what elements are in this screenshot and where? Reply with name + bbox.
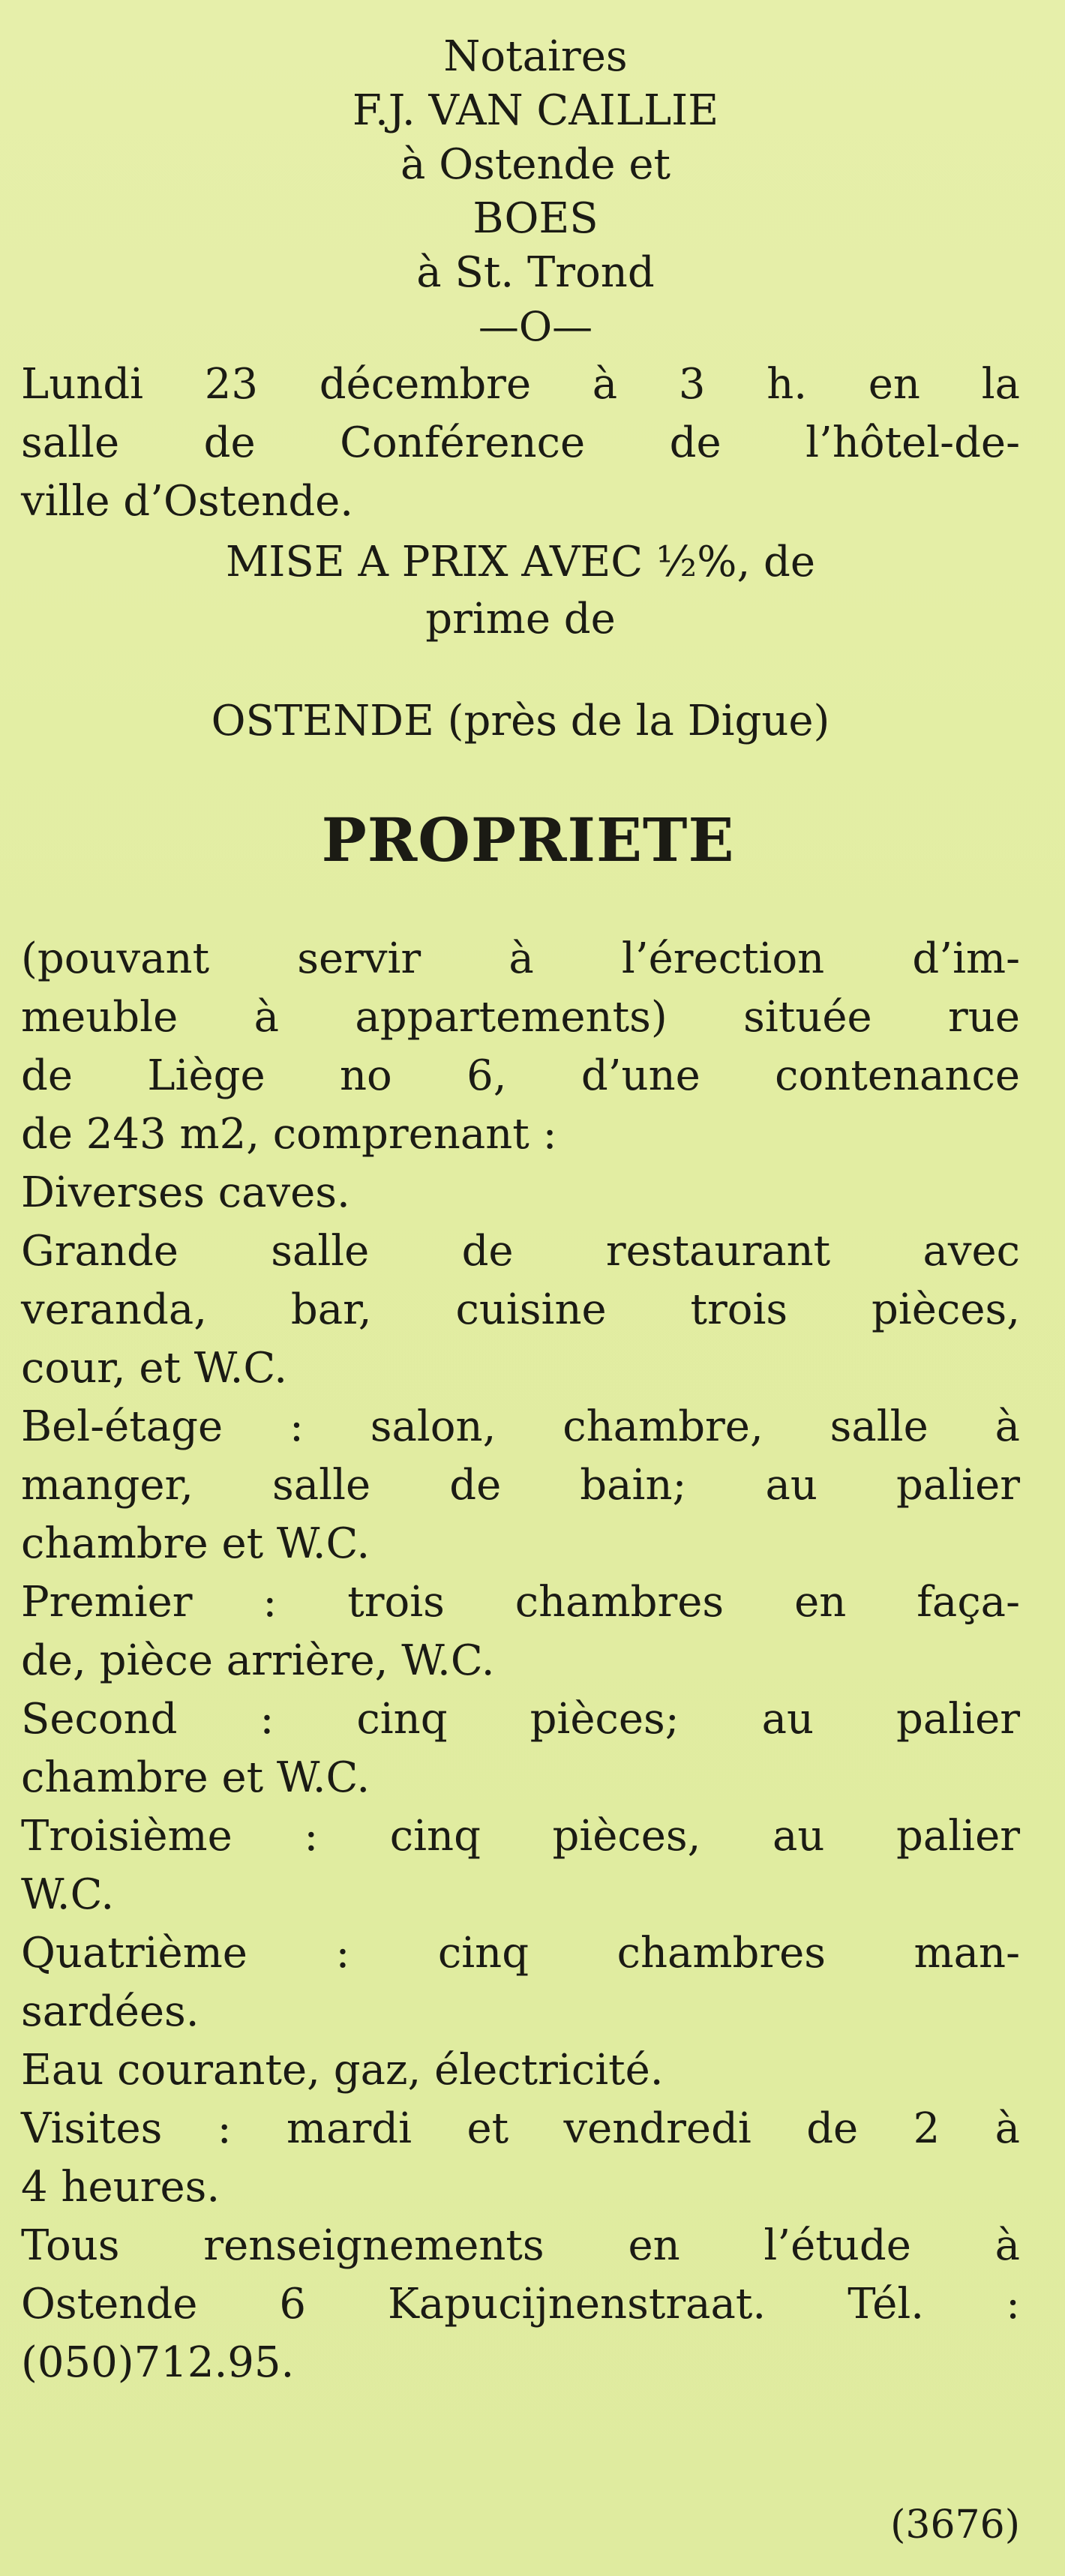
- header-line-st-trond: à St. Trond: [416, 248, 655, 297]
- header-line-ostende: à Ostende et: [400, 140, 670, 189]
- description-line: de 243 m2, comprenant :: [21, 1110, 557, 1159]
- room-line: Premier : trois chambres en faça-: [21, 1578, 1020, 1627]
- room-line: cour, et W.C.: [21, 1344, 288, 1393]
- sale-info: [21, 355, 1020, 531]
- room-line: 4 heures.: [21, 2163, 220, 2212]
- description-line: (pouvant servir à l’érection d’im-: [21, 934, 1020, 983]
- room-list: [21, 1164, 1020, 2392]
- room-line: Quatrième : cinq chambres man-: [21, 1929, 1020, 1978]
- room-line: Eau courante, gaz, électricité.: [21, 2046, 664, 2095]
- room-line: veranda, bar, cuisine trois pièces,: [21, 1285, 1020, 1334]
- room-line: (050)712.95.: [21, 2338, 295, 2387]
- room-line: chambre et W.C.: [21, 1519, 370, 1568]
- room-line: Second : cinq pièces; au palier: [21, 1695, 1020, 1744]
- header-line-boes: BOES: [472, 194, 598, 243]
- room-line: Grande salle de restaurant avec: [21, 1227, 1020, 1276]
- room-line: Diverses caves.: [21, 1168, 350, 1217]
- property-title: PROPRIETE: [321, 805, 735, 875]
- room-line: sardées.: [21, 1987, 200, 2036]
- room-line: W.C.: [21, 1870, 115, 1919]
- mise-line: MISE A PRIX AVEC ½%, de: [225, 538, 816, 586]
- description-line: de Liège no 6, d’une contenance: [21, 1051, 1020, 1100]
- room-line: Bel-étage : salon, chambre, salle à: [21, 1402, 1020, 1451]
- room-line: de, pièce arrière, W.C.: [21, 1636, 495, 1685]
- header-line-van-caillie: F.J. VAN CAILLIE: [352, 86, 719, 135]
- separator: —O—: [478, 303, 593, 350]
- mise-a-prix: [21, 534, 1020, 648]
- header-line-notaires: Notaires: [443, 32, 628, 81]
- sale-info-line: ville d’Ostende.: [21, 477, 354, 526]
- ad-reference-number: (3676): [890, 2503, 1020, 2548]
- room-line: chambre et W.C.: [21, 1753, 370, 1802]
- room-line: Troisième : cinq pièces, au palier: [21, 1812, 1020, 1861]
- description-line: meuble à appartements) située rue: [21, 993, 1020, 1042]
- room-line: Visites : mardi et vendredi de 2 à: [21, 2104, 1020, 2153]
- mise-line: prime de: [425, 595, 616, 643]
- sale-info-line: salle de Conférence de l’hôtel-de-: [21, 418, 1020, 467]
- room-line: Ostende 6 Kapucijnenstraat. Tél. :: [21, 2280, 1020, 2329]
- location-heading: OSTENDE (près de la Digue): [211, 697, 830, 745]
- notary-header: [51, 30, 1020, 300]
- room-line: Tous renseignements en l’étude à: [21, 2221, 1020, 2270]
- property-description: [21, 930, 1020, 1164]
- sale-info-line: Lundi 23 décembre à 3 h. en la: [21, 360, 1020, 409]
- room-line: manger, salle de bain; au palier: [21, 1461, 1020, 1510]
